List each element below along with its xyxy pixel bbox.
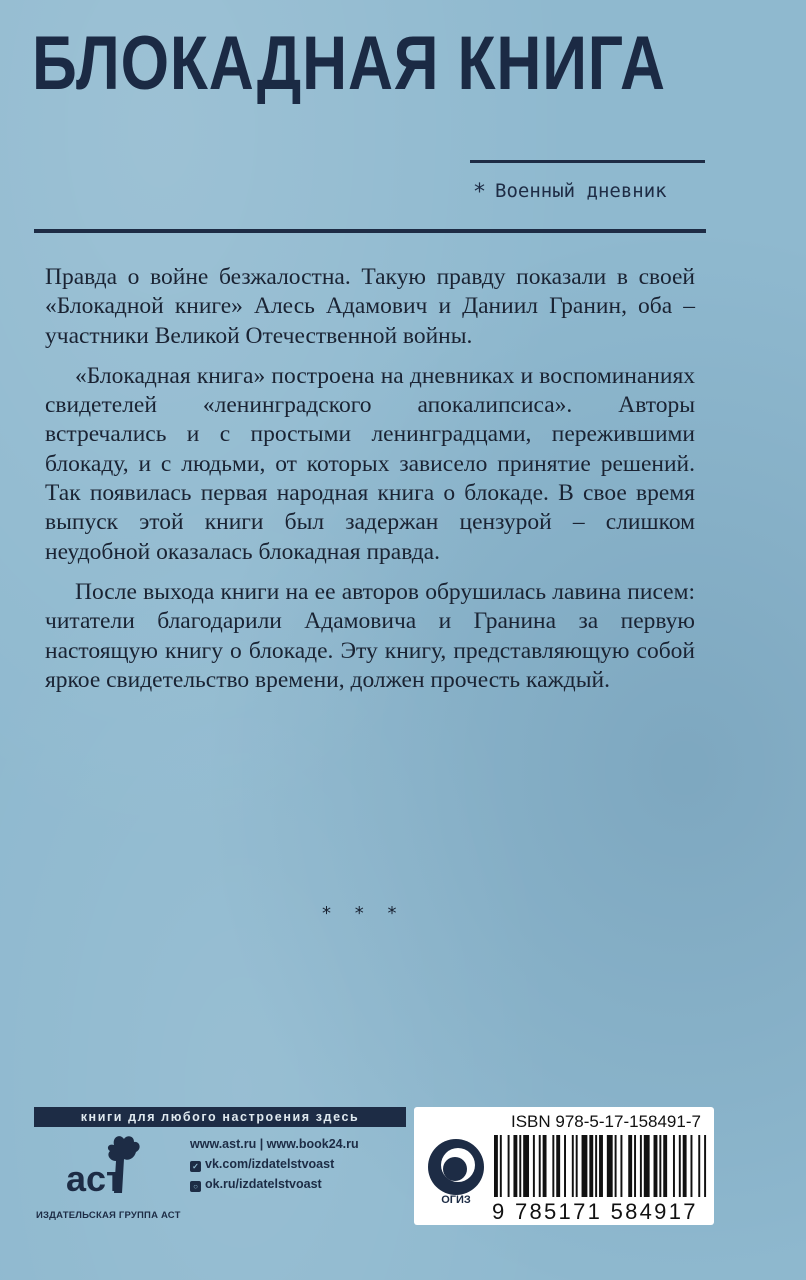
series-subtitle-text: Военный дневник <box>495 180 667 202</box>
ogiz-logo-label: ОГИЗ <box>441 1194 471 1206</box>
vk-link <box>190 1155 359 1173</box>
barcode-digits: 9 785171 584917 <box>492 1199 698 1224</box>
vk-link-prefix: vk.com/ <box>205 1157 252 1171</box>
ast-logo-text: аст <box>66 1158 124 1199</box>
annotation-paragraph: «Блокадная книга» построена на дневниках и воспоминаниях свидетелей «ленинградского апокалипсиса». Авторы встречались и с простыми ленинградцами, пережившими блокаду, и с людьми, от которых зависело принятие решений. Так появилась первая народная книга о блокаде. В свое время выпуск этой книги был задержан цензурой – слишком неудобной оказалась блокадная правда. <box>45 362 695 565</box>
publisher-name: ИЗДАТЕЛЬСКАЯ ГРУППА АСТ <box>36 1210 181 1221</box>
ok-icon: ○ <box>190 1181 201 1192</box>
title-divider-long <box>34 229 706 233</box>
publisher-links <box>190 1135 359 1193</box>
ok-link <box>190 1175 359 1193</box>
ok-link-handle: izdatelstvoast <box>239 1177 322 1191</box>
publisher-tagline: книги для любого настроения здесь <box>34 1107 406 1127</box>
asterisk-icon: * <box>474 180 485 205</box>
isbn-number: ISBN 978-5-17-158491-7 <box>511 1112 701 1131</box>
website-links: www.ast.ru | www.book24.ru <box>190 1137 359 1151</box>
isbn-barcode-panel <box>414 1107 714 1225</box>
title-divider-short <box>470 160 705 163</box>
series-subtitle <box>474 180 667 205</box>
annotation-paragraph: После выхода книги на ее авторов обрушилась лавина писем: читатели благодарили Адамовича и Гранина за первую настоящую книгу о блокаде. Эту книгу, представляющую собой яркое свидетельство времени, должен прочесть каждый. <box>45 578 695 693</box>
section-separator: * * * <box>322 903 406 924</box>
annotation-text <box>45 263 695 706</box>
ok-link-prefix: ok.ru/ <box>205 1177 240 1191</box>
vk-link-handle: izdatelstvoast <box>251 1157 335 1171</box>
vk-icon: ✓ <box>190 1161 201 1172</box>
book-title: БЛОКАДНАЯ КНИГА <box>32 21 666 106</box>
ast-logo-icon <box>62 1133 158 1203</box>
barcode-icon <box>494 1135 708 1197</box>
annotation-paragraph: Правда о войне безжалостна. Такую правду показали в своей «Блокадной книге» Алесь Адамович и Даниил Гранин, оба – участники Великой Отечественной войны. <box>45 264 695 349</box>
